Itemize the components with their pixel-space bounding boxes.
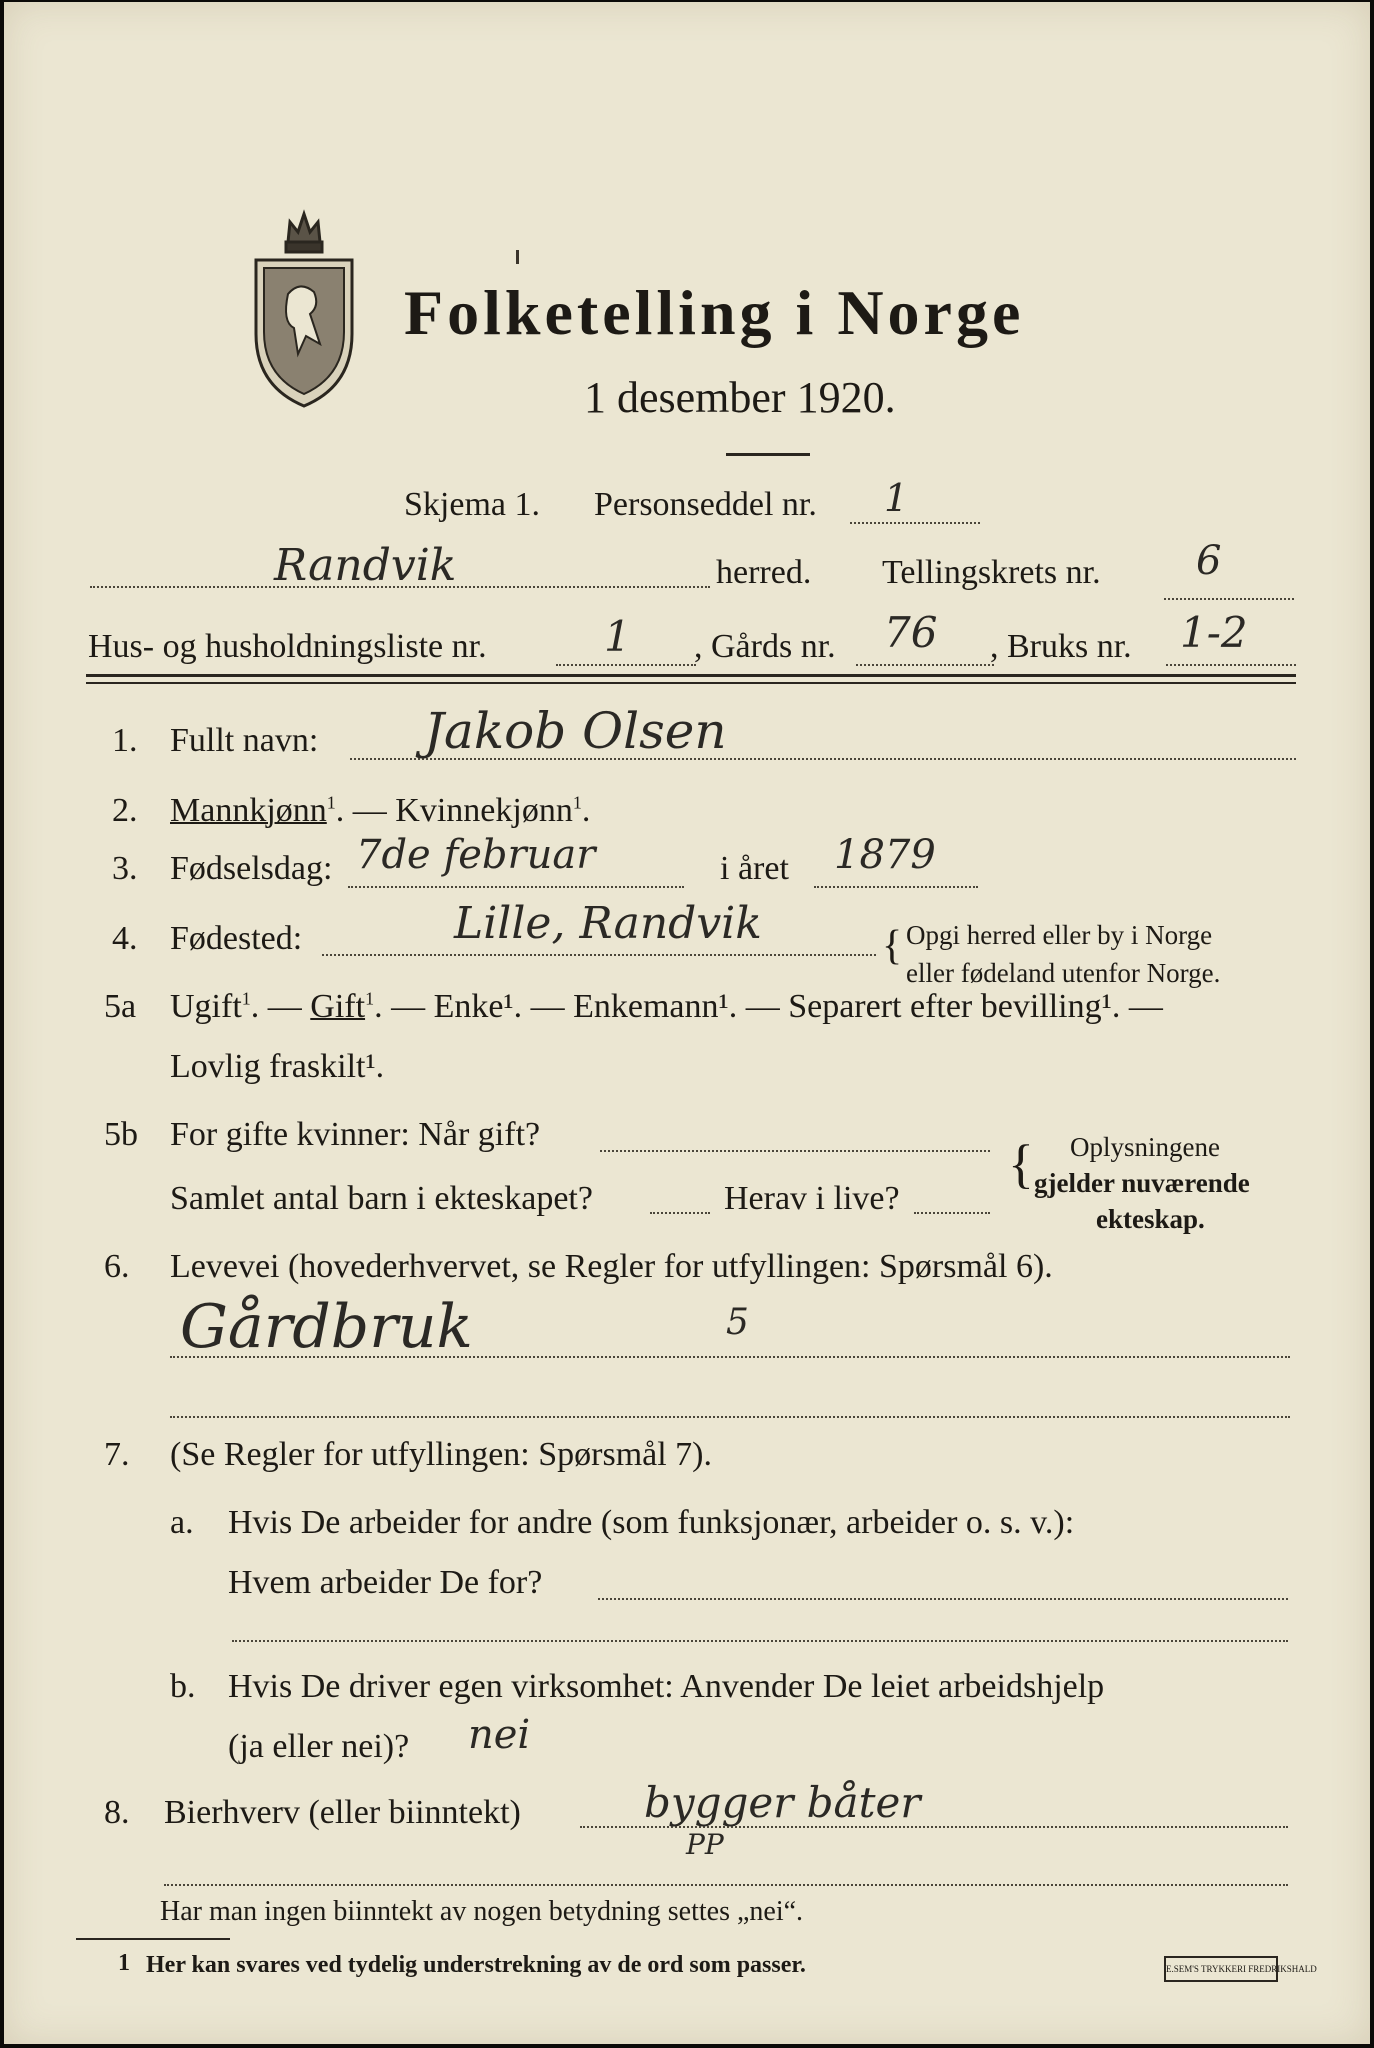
tellingskrets-line <box>1164 598 1294 600</box>
q3-year-label: i året <box>720 850 789 887</box>
printer-stamp: E.SEM'S TRYKKERI FREDRIKSHALD <box>1164 1956 1278 1982</box>
q7-number: 7. <box>104 1436 130 1473</box>
q2-end: . <box>581 792 591 829</box>
q6-line-2 <box>170 1416 1290 1418</box>
q3-label: Fødselsdag: <box>170 850 333 887</box>
q6-code: 5 <box>726 1302 749 1343</box>
gards-line <box>856 664 994 666</box>
hus-value: 1 <box>604 612 631 661</box>
q4-number: 4. <box>112 920 138 957</box>
q5b-number: 5b <box>104 1116 138 1153</box>
q8-line-extra <box>164 1884 1288 1886</box>
q2-line: Mannkjønn$^1$. — Kvinnekjønn$^1$. <box>170 792 591 829</box>
q8-number: 8. <box>104 1794 130 1831</box>
form-title: Folketelling i Norge <box>404 277 1025 348</box>
q7a-line-2: Hvem arbeider De for? <box>228 1564 543 1601</box>
ink-mark <box>516 250 519 264</box>
q3-year-line <box>814 886 978 888</box>
footnote-text: Her kan svares ved tydelig understrekning av de ord som passer. <box>146 1952 806 1978</box>
q5a-separator: . — <box>250 988 311 1025</box>
q2-female-option: Kvinnekjønn <box>395 792 573 829</box>
q5a-ugift-option: Ugift <box>170 988 242 1025</box>
q8-code: PP <box>686 1828 724 1861</box>
q5b-live-label: Herav i live? <box>724 1180 900 1217</box>
header-rule-2 <box>86 682 1296 684</box>
q7b-line-1: Hvis De driver egen virksomhet: Anvender De leiet arbeidshjelp <box>228 1668 1105 1705</box>
q4-brace: { <box>882 923 903 969</box>
q3-year-value: 1879 <box>834 832 936 878</box>
q5b-note-1: Oplysningene <box>1070 1132 1220 1162</box>
hus-line <box>556 664 696 666</box>
tellingskrets-label: Tellingskrets nr. <box>882 554 1101 591</box>
skjema-label: Skjema 1. <box>404 486 540 523</box>
q7b-value: nei <box>468 1712 531 1758</box>
q2-separator: . — <box>335 792 396 829</box>
q7a-letter: a. <box>170 1504 194 1541</box>
q6-line-1 <box>170 1356 1290 1358</box>
q5a-line-1: Ugift$^1$. — Gift$^1$. — Enke¹. — Enkemann¹. — Separert efter bevilling¹. — <box>170 988 1163 1025</box>
q7b-letter: b. <box>170 1668 196 1705</box>
herred-value: Randvik <box>274 540 457 591</box>
census-date: 1 desember 1920. <box>584 373 896 422</box>
q1-label: Fullt navn: <box>170 722 319 759</box>
q8-label: Bierhverv (eller biinntekt) <box>164 1794 521 1831</box>
q2-male-option: Mannkjønn <box>170 792 327 829</box>
q5a-other-options: . — Enke¹. — Enkemann¹. — Separert efter bevilling¹. — <box>374 988 1163 1025</box>
q5a-gift-option: Gift <box>310 988 366 1025</box>
personseddel-label: Personseddel nr. <box>594 486 817 523</box>
q5a-number: 5a <box>104 988 137 1025</box>
q5b-brace: { <box>1008 1134 1034 1194</box>
q4-value: Lille, Randvik <box>454 898 762 949</box>
q5b-barn-line <box>650 1212 710 1214</box>
q4-line <box>322 954 876 956</box>
q1-number: 1. <box>112 722 138 759</box>
q4-note-2: eller fødeland utenfor Norge. <box>906 958 1221 988</box>
q6-value: Gårdbruk <box>180 1292 473 1362</box>
census-form-page <box>4 2 1370 2044</box>
q5b-gift-line <box>600 1150 990 1152</box>
q4-label: Fødested: <box>170 920 303 957</box>
q6-number: 6. <box>104 1248 130 1285</box>
q5b-live-line <box>914 1212 990 1214</box>
q7b-line-2: (ja eller nei)? <box>228 1728 410 1765</box>
personseddel-line <box>850 522 980 524</box>
q4-note-1: Opgi herred eller by i Norge <box>906 920 1213 950</box>
q5b-note-2: gjelder nuværende <box>1034 1168 1250 1198</box>
title-divider <box>726 453 810 456</box>
q3-number: 3. <box>112 850 138 887</box>
hus-label: Hus- og husholdningsliste nr. <box>88 628 487 665</box>
gards-label: , Gårds nr. <box>694 628 836 665</box>
q1-value: Jakob Olsen <box>424 702 727 760</box>
personseddel-value: 1 <box>884 476 909 520</box>
footnote-mark: 1 <box>118 1950 130 1976</box>
q5b-note-3: ekteskap. <box>1096 1204 1205 1234</box>
q5b-line-1: For gifte kvinner: Når gift? <box>170 1116 541 1153</box>
q7a-line-1: Hvis De arbeider for andre (som funksjonær, arbeider o. s. v.): <box>228 1504 1075 1541</box>
q7a-line-extra <box>232 1640 1288 1642</box>
tellingskrets-value: 6 <box>1196 538 1222 584</box>
coat-of-arms-icon <box>248 204 360 410</box>
q5b-barn-label: Samlet antal barn i ekteskapet? <box>170 1180 593 1217</box>
q7-label: (Se Regler for utfyllingen: Spørsmål 7). <box>170 1436 713 1473</box>
bruks-label: , Bruks nr. <box>990 628 1132 665</box>
q7a-line <box>598 1598 1288 1600</box>
bruks-line <box>1166 664 1296 666</box>
header-rule-1 <box>86 674 1296 677</box>
q5a-line-2: Lovlig fraskilt¹. <box>170 1048 385 1085</box>
q3-date-line <box>348 886 684 888</box>
herred-label: herred. <box>716 554 812 591</box>
q8-value: bygger båter <box>644 1778 921 1827</box>
gards-value: 76 <box>884 608 938 657</box>
footnote-rule <box>76 1938 230 1940</box>
q2-number: 2. <box>112 792 138 829</box>
bruks-value: 1-2 <box>1180 608 1248 657</box>
q3-date-value: 7de februar <box>356 832 596 878</box>
q8-note: Har man ingen biinntekt av nogen betydning settes „nei“. <box>160 1896 804 1927</box>
q6-label: Levevei (hovederhvervet, se Regler for utfyllingen: Spørsmål 6). <box>170 1248 1053 1285</box>
